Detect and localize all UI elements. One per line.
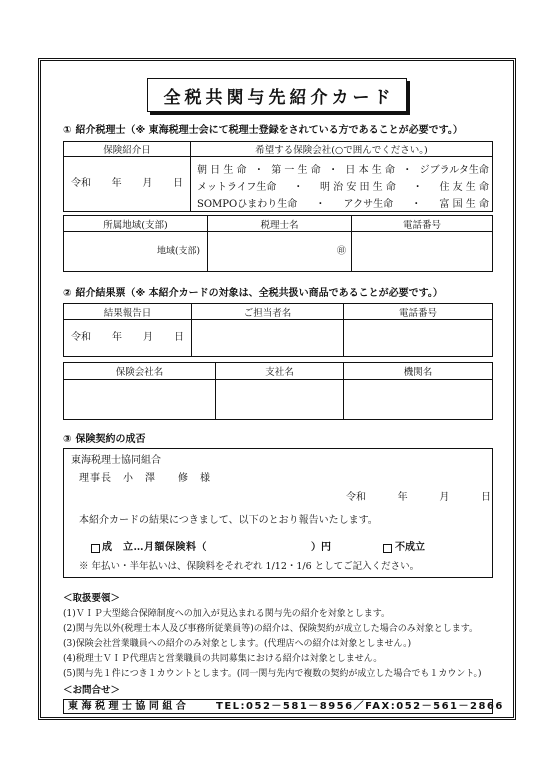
date-year: 年: [111, 178, 122, 189]
separator: ・: [315, 199, 326, 210]
section1-note: （※ 東海税理士会にて税理士登録をされている方であることが必要です。）: [125, 125, 463, 136]
not-established-checkbox[interactable]: [383, 544, 392, 553]
contact-phone-fax: TEL:052－581－8956／FAX:052－561－2866: [216, 701, 504, 712]
agency-name-cell: [344, 380, 492, 419]
guideline-item: (1)ＶＩＰ大型総合保障制度への加入が見込まれる関与先の紹介を対象とします。: [63, 609, 391, 619]
payment-note: ※ 年払い・半年払いは、保険料をそれぞれ 1/12・1/6 としてご記入ください。: [79, 561, 420, 572]
header-report-date: 結果報告日: [64, 304, 192, 319]
insurer-list: [197, 162, 489, 211]
separator: ・: [411, 199, 422, 210]
separator: ・: [328, 165, 339, 176]
date-year: 年: [397, 492, 408, 503]
referral-table: [63, 141, 493, 212]
seal-mark: ㊞: [336, 246, 346, 256]
phone-cell: [344, 320, 492, 356]
accountant-table-row: [64, 232, 492, 271]
header-person-in-charge: ご担当者名: [192, 304, 344, 319]
header-insurer-name: 保険会社名: [64, 363, 216, 379]
accountant-table: [63, 215, 493, 272]
report-statement: 本紹介カードの結果につきまして、以下のとおり報告いたします。: [79, 515, 378, 526]
referral-table-row: [64, 157, 492, 211]
header-branch: 所属地域(支部): [64, 216, 208, 231]
branch-suffix: 地域(支部): [156, 246, 200, 256]
header-phone: 電話番号: [398, 307, 437, 319]
premium-suffix: ）円: [311, 542, 331, 553]
report-date: [71, 332, 184, 344]
contact-box: [63, 699, 504, 714]
insurer-name: アクサ生命: [343, 199, 394, 210]
insurer-name: 朝 日 生 命: [197, 165, 247, 176]
header-branch-office: 支社名: [216, 363, 344, 379]
guidelines-heading: ＜取扱要領＞: [63, 593, 121, 604]
card-title: 全税共関与先紹介カード: [147, 78, 407, 112]
date-month: 月: [439, 492, 450, 503]
insurer-table: [63, 362, 493, 420]
phone-cell: [352, 232, 492, 271]
report-date: [346, 492, 491, 504]
date-era: 令和: [71, 178, 91, 189]
result-table-row: [64, 320, 492, 356]
date-month: 月: [142, 178, 153, 189]
section1-heading: [63, 125, 463, 137]
insurer-name: メットライフ生命: [197, 182, 277, 193]
separator: ・: [402, 165, 413, 176]
insurer-line-1: [197, 162, 489, 179]
insurer-line-2: [197, 179, 489, 196]
contact-organization: 東 海 税 理 士 協 同 組 合: [68, 701, 186, 712]
accountant-table-header: [64, 216, 492, 232]
section3-number: ③: [63, 434, 72, 445]
result-table-header: [64, 304, 492, 320]
branch-office-cell: [216, 380, 344, 419]
section3-heading: [63, 434, 145, 446]
insurer-name: ジブラルタ生命: [419, 165, 489, 176]
date-month: 月: [143, 332, 153, 343]
established-checkbox[interactable]: [91, 544, 100, 553]
date-day: 日: [174, 332, 184, 343]
insurer-name: 日 本 生 命: [345, 165, 395, 176]
insurer-table-row: [64, 380, 492, 419]
section3-title: 保険契約の成否: [75, 434, 146, 445]
report-date-cell: [64, 320, 192, 356]
header-phone: 電話番号: [402, 219, 441, 231]
date-era: 令和: [346, 492, 366, 503]
person-in-charge-cell: [192, 320, 344, 356]
insurer-name-cell: [64, 380, 216, 419]
section2-number: ②: [63, 288, 72, 299]
insurer-name: 第 一 生 命: [271, 165, 321, 176]
addressee-organization: 東海税理士協同組合: [71, 455, 161, 466]
guideline-item: (2)関与先以外(税理士本人及び事務所従業員等)の紹介は、保険契約が成立した場合のみ対象とします。: [63, 624, 479, 634]
accountant-name-cell: [208, 232, 352, 271]
guideline-item: (3)保険会社営業職員への紹介のみ対象とします。(代理店への紹介は対象としません。): [63, 639, 412, 649]
insurer-line-3: [197, 196, 489, 211]
section1-title: 紹介税理士: [75, 125, 126, 136]
header-agency-name: 機関名: [403, 367, 433, 378]
insurer-list-cell: [191, 157, 492, 211]
referral-date-cell: [64, 157, 191, 211]
separator: ・: [293, 182, 304, 193]
section2-note: （※ 本紹介カードの対象は、全税共扱い商品であることが必要です。）: [125, 288, 443, 299]
date-era: 令和: [71, 332, 91, 343]
insurer-name: SOMPOひまわり生命: [197, 199, 298, 210]
branch-cell: [64, 232, 208, 271]
section2-heading: [63, 288, 443, 300]
date-day: 日: [172, 178, 183, 189]
header-preferred-insurer: 希望する保険会社(○で囲んでください。): [255, 145, 428, 156]
contact-heading: ＜お問合せ＞: [63, 685, 121, 696]
header-accountant-name: 税理士名: [208, 216, 352, 231]
separator: ・: [253, 165, 264, 176]
insurer-name: 富 国 生 命: [439, 199, 489, 210]
referral-table-header: [64, 142, 492, 157]
separator: ・: [412, 182, 423, 193]
insurer-name: 住 友 生 命: [439, 182, 489, 193]
insurer-name: 明 治 安 田 生 命: [319, 182, 396, 193]
insurer-table-header: [64, 363, 492, 380]
guidelines-list: [63, 607, 482, 682]
contract-result-box: [63, 448, 493, 578]
guideline-item: (5)関与先１件につき１カウントとします。(同一関与先内で複数の契約が成立した場合でも１カウント。): [63, 669, 482, 679]
section2-title: 紹介結果票: [75, 288, 126, 299]
guideline-item: (4)税理士ＶＩＰ代理店と営業職員の共同募集における紹介は対象としません。: [63, 654, 383, 664]
header-referral-date: 保険紹介日: [64, 142, 191, 156]
not-established-label: 不成立: [395, 542, 425, 553]
established-label: 成 立…月額保険料（: [102, 542, 207, 553]
date-day: 日: [480, 492, 491, 503]
result-table: [63, 303, 493, 357]
addressee-person: 理事長 小 澤 修 様: [79, 473, 211, 484]
section1-number: ①: [63, 125, 72, 136]
date-year: 年: [112, 332, 122, 343]
referral-date: [71, 178, 183, 190]
